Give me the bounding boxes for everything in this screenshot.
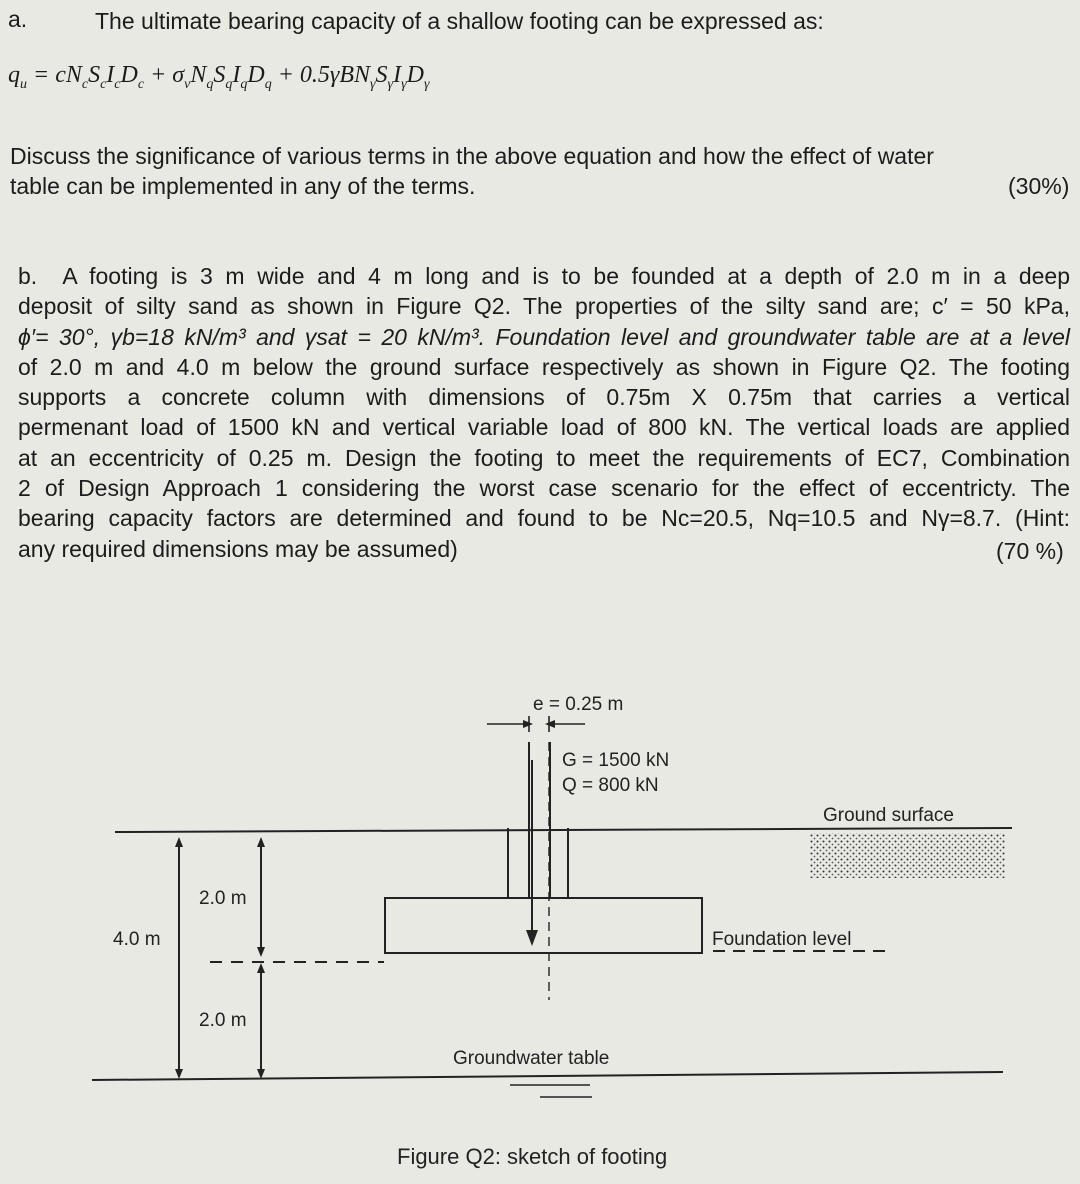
- part-b-marks: (70 %): [996, 538, 1064, 564]
- part-b-line: ϕ′= 30°, γb=18 kN/m³ and γsat = 20 kN/m³. Foundation level and groundwater table are at a level: [18, 323, 1070, 350]
- part-a-label: a.: [8, 6, 28, 32]
- part-b-line: deposit of silty sand as shown in Figure Q2. The properties of the silty sand are; c′ = 50 kPa,: [18, 293, 1070, 320]
- eccentricity-label: e = 0.25 m: [533, 694, 624, 715]
- groundwater-line: [92, 1072, 1003, 1080]
- part-b-line: b. A footing is 3 m wide and 4 m long and is to be founded at a depth of 2.0 m in a deep: [18, 263, 1070, 289]
- part-a-question-line1: Discuss the significance of various terms in the above equation and how the effect of water: [10, 143, 934, 169]
- ground-surface-line: [115, 828, 1012, 832]
- bearing-capacity-equation: $q_u = cN_cS_cI_cD_c + \sigma_vN_qS_qI_qD_q + 0.5\gamma BN_\gamma S_\gamma I_\gamma D_\gamma$: [8, 62, 430, 92]
- ground-surface-label: Ground surface: [823, 805, 954, 826]
- depth-total-label: 4.0 m: [113, 929, 161, 950]
- load-g-label: G = 1500 kN: [562, 750, 670, 771]
- part-a-marks: (30%): [1008, 173, 1070, 199]
- depth-upper-label: 2.0 m: [199, 888, 247, 909]
- figure-caption: Figure Q2: sketch of footing: [397, 1144, 668, 1169]
- part-b-line: of 2.0 m and 4.0 m below the ground surface respectively as shown in Figure Q2. The footing: [18, 353, 1070, 380]
- part-b-line: supports a concrete column with dimensions of 0.75m X 0.75m that carries a vertical: [18, 384, 1070, 411]
- part-b-line: bearing capacity factors are determined and found to be Nc=20.5, Nq=10.5 and Nγ=8.7. (Hint:: [18, 505, 1070, 532]
- part-b-line: at an eccentricity of 0.25 m. Design the footing to meet the requirements of EC7, Combination: [18, 444, 1070, 471]
- depth-lower-label: 2.0 m: [199, 1010, 247, 1031]
- footing: [385, 898, 702, 953]
- foundation-level-label: Foundation level: [712, 929, 852, 950]
- groundwater-label: Groundwater table: [453, 1048, 610, 1069]
- soil-hatch: [810, 833, 1005, 878]
- load-arrowhead: [526, 930, 538, 946]
- load-q-label: Q = 800 kN: [562, 775, 659, 796]
- part-b-line: 2 of Design Approach 1 considering the worst case scenario for the effect of eccentricty. The: [18, 475, 1070, 502]
- part-b-line: permenant load of 1500 kN and vertical variable load of 800 kN. The vertical loads are applied: [18, 414, 1070, 441]
- part-b-line: any required dimensions may be assumed): [18, 535, 458, 562]
- part-b-label: b.: [18, 263, 38, 289]
- part-a-heading: The ultimate bearing capacity of a shallow footing can be expressed as:: [95, 8, 824, 34]
- part-a-question-line2: table can be implemented in any of the terms.: [10, 173, 476, 199]
